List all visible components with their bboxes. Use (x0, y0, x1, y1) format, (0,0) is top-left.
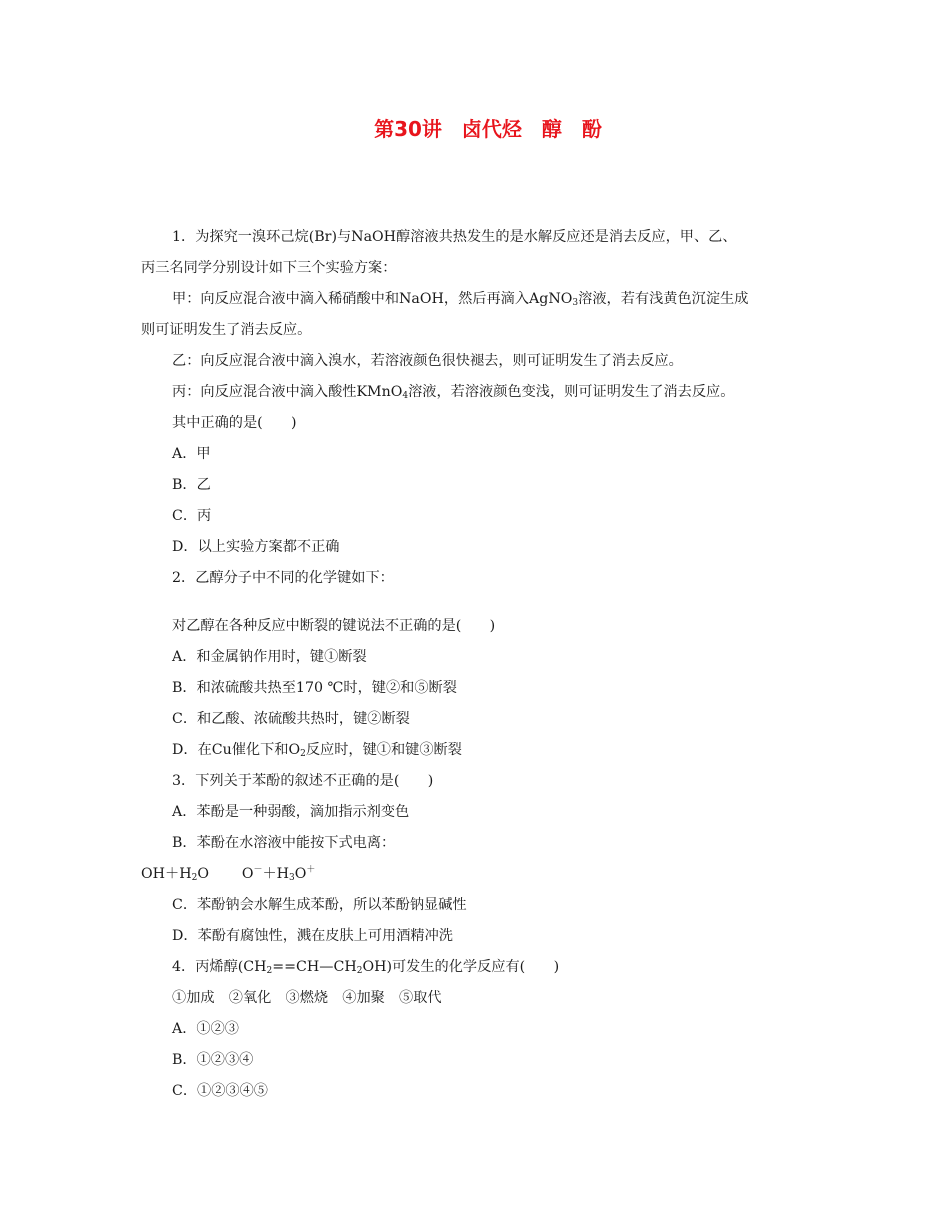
q1-bing-text-a: 丙：向反应混合液中滴入酸性KMnO (172, 384, 403, 400)
q3-ionization-equation (141, 859, 811, 890)
eq-part-b: O O (197, 866, 254, 882)
q1-bing-subscript: 4 (402, 391, 409, 401)
q1-plan-jia-line1 (141, 284, 811, 315)
eq-superscript-2: ＋ (306, 865, 316, 875)
q4-stem-text-c: OH)可发生的化学反应有( ) (362, 959, 560, 975)
eq-part-a: OH＋H (141, 866, 192, 882)
q2-option-d-subscript: 2 (300, 749, 306, 759)
q4-option-a: A．①②③ (172, 1021, 239, 1037)
q2-option-a: A．和金属钠作用时，键①断裂 (172, 649, 367, 665)
page-title: 第30讲 卤代烃 醇 酚 (374, 117, 602, 141)
q3-option-d: D．苯酚有腐蚀性，溅在皮肤上可用酒精冲洗 (172, 928, 453, 944)
q4-option-c: C．①②③④⑤ (172, 1083, 268, 1099)
q2-option-d-text-a: D．在Cu催化下和O (172, 742, 301, 758)
q1-jia-text-b: 溶液，若有浅黄色沉淀生成 (578, 291, 749, 307)
q2-figure-gap (141, 594, 811, 611)
q1-plan-bing (141, 377, 811, 408)
q1-plan-yi: 乙：向反应混合液中滴入溴水，若溶液颜色很快褪去，则可证明发生了消去反应。 (172, 353, 683, 369)
q2-stem: 2．乙醇分子中不同的化学键如下： (172, 570, 394, 586)
q1-option-b: B．乙 (172, 477, 211, 493)
q2-option-d (141, 735, 811, 766)
q1-bing-text-b: 溶液，若溶液颜色变浅，则可证明发生了消去反应。 (408, 384, 735, 400)
q1-stem-line2: 丙三名同学分别设计如下三个实验方案： (141, 260, 397, 276)
q1-option-c: C．丙 (172, 508, 212, 524)
question-content (141, 222, 811, 1107)
q4-stem-text-a: 4．丙烯醇(CH (172, 959, 267, 975)
eq-subscript-2: 3 (289, 873, 295, 883)
q3-stem: 3．下列关于苯酚的叙述不正确的是( ) (172, 773, 434, 789)
q1-jia-text-a: 甲：向反应混合液中滴入稀硝酸中和NaOH，然后再滴入AgNO (172, 291, 573, 307)
q3-option-c: C．苯酚钠会水解生成苯酚，所以苯酚钠显碱性 (172, 897, 467, 913)
eq-part-d: O (294, 866, 307, 882)
q2-option-c: C．和乙酸、浓硫酸共热时，键②断裂 (172, 711, 410, 727)
eq-subscript-1: 2 (191, 873, 198, 883)
q2-ask: 对乙醇在各种反应中断裂的键说法不正确的是( ) (172, 618, 496, 634)
eq-superscript-1: － (253, 865, 263, 875)
q2-option-d-text-b: 反应时，键①和键③断裂 (305, 742, 462, 758)
q4-stem-text-b: ==CH—CH (272, 959, 357, 975)
eq-part-c: ＋H (262, 866, 290, 882)
q4-stem-subscript-2: 2 (356, 966, 363, 976)
q1-jia-subscript: 3 (572, 298, 579, 308)
q4-stem (141, 952, 811, 983)
q3-option-a: A．苯酚是一种弱酸，滴加指示剂变色 (172, 804, 410, 820)
q1-stem-line1: 1．为探究一溴环己烷(Br)与NaOH醇溶液共热发生的是水解反应还是消去反应，甲、乙、 (172, 229, 737, 245)
q2-option-b: B．和浓硫酸共热至170 ℃时，键②和⑤断裂 (172, 680, 457, 696)
q1-option-d: D．以上实验方案都不正确 (172, 539, 340, 555)
q4-option-b: B．①②③④ (172, 1052, 254, 1068)
q1-ask: 其中正确的是( ) (172, 415, 297, 431)
q3-option-b: B．苯酚在水溶液中能按下式电离： (172, 835, 396, 851)
q1-plan-jia-line2: 则可证明发生了消去反应。 (141, 322, 312, 338)
q4-stem-subscript-1: 2 (266, 966, 273, 976)
q1-option-a: A．甲 (172, 446, 211, 462)
q4-reaction-choices: ①加成 ②氧化 ③燃烧 ④加聚 ⑤取代 (172, 990, 442, 1006)
